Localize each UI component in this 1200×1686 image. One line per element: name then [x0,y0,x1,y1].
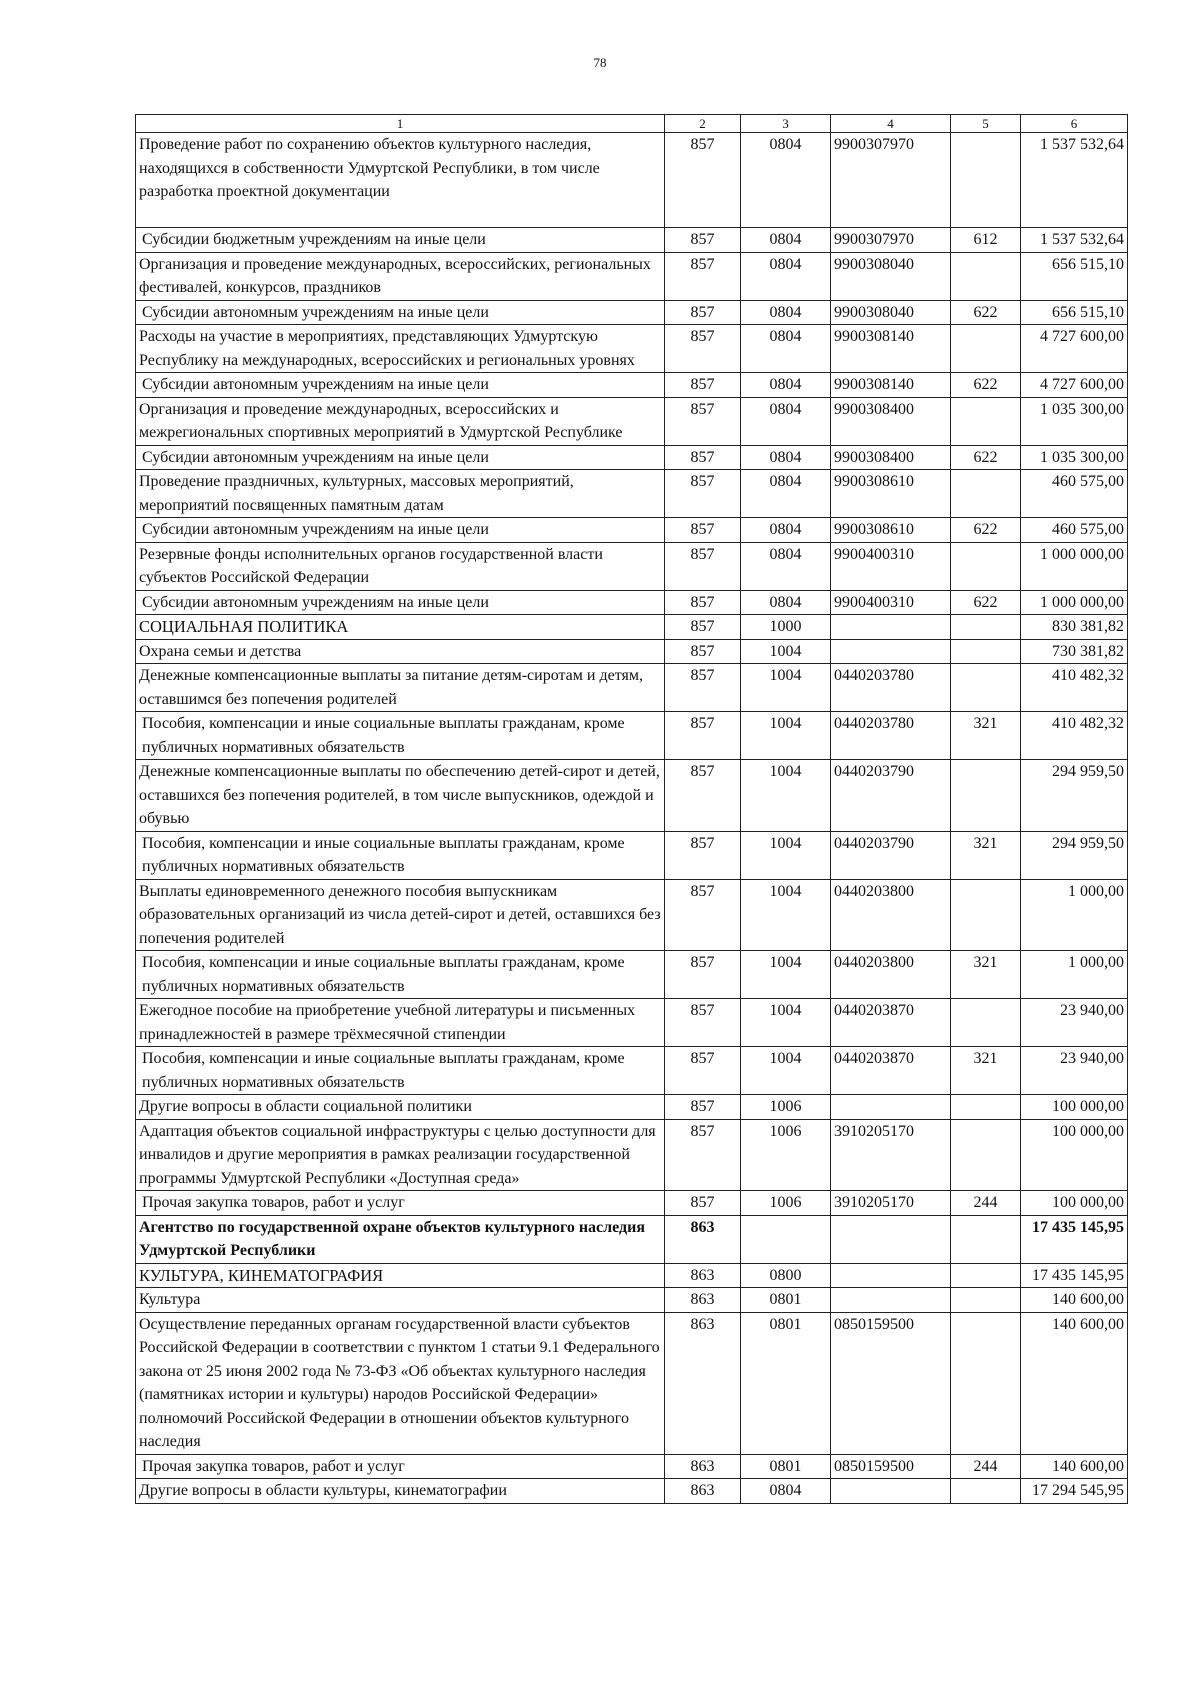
row-description: Адаптация объектов социальной инфраструктуры с целью доступности для инвалидов и другие мероприятия в рамках реализации государственной программы Удмуртской Республики «Доступная среда» [136,1119,665,1191]
row-amount: 1 035 300,00 [1021,397,1128,445]
row-section-code: 0804 [741,470,831,518]
table-row [136,1191,1128,1216]
row-amount: 656 515,10 [1021,300,1128,325]
row-expense-type [951,1479,1021,1504]
table-row [136,133,1128,228]
table-row [136,1215,1128,1263]
row-section-code: 0800 [741,1263,831,1288]
row-department-code: 857 [665,300,741,325]
row-section-code: 0804 [741,373,831,398]
row-description: Организация и проведение международных, всероссийских и межрегиональных спортивных мероприятий в Удмуртской Республике [136,397,665,445]
budget-table [135,114,1128,1504]
row-description: Выплаты единовременного денежного пособия выпускникам образовательных организаций из числа детей-сирот и детей, оставшихся без попечения родителей [136,879,665,951]
row-description: Культура [136,1288,665,1313]
row-section-code: 0804 [741,133,831,228]
row-target-article: 9900308040 [831,300,951,325]
row-description: Пособия, компенсации и иные социальные выплаты гражданам, кроме публичных нормативных обязательств [136,712,665,760]
row-department-code: 857 [665,1095,741,1120]
row-description: СОЦИАЛЬНАЯ ПОЛИТИКА [136,615,665,640]
row-department-code: 857 [665,615,741,640]
row-expense-type [951,1312,1021,1454]
row-amount: 1 537 532,64 [1021,228,1128,253]
row-description: Расходы на участие в мероприятиях, представляющих Удмуртскую Республику на международных, всероссийских и региональных уровнях [136,325,665,373]
row-section-code: 1004 [741,999,831,1047]
row-amount: 1 537 532,64 [1021,133,1128,228]
row-amount: 1 035 300,00 [1021,445,1128,470]
row-target-article [831,639,951,664]
row-target-article: 9900308400 [831,397,951,445]
row-department-code: 863 [665,1215,741,1263]
table-row [136,300,1128,325]
row-section-code: 0801 [741,1288,831,1313]
row-amount: 1 000 000,00 [1021,542,1128,590]
row-amount: 1 000,00 [1021,951,1128,999]
column-header-1: 1 [136,115,665,133]
table-row [136,1095,1128,1120]
row-amount: 1 000 000,00 [1021,590,1128,615]
row-description: Денежные компенсационные выплаты по обеспечению детей-сирот и детей, оставшихся без попечения родителей, в том числе выпускников, одеждой и обувью [136,760,665,832]
column-header-6: 6 [1021,115,1128,133]
row-expense-type [951,1263,1021,1288]
table-row [136,615,1128,640]
row-amount: 294 959,50 [1021,760,1128,832]
row-section-code: 1006 [741,1095,831,1120]
row-section-code: 1004 [741,664,831,712]
row-target-article: 9900400310 [831,590,951,615]
row-amount: 410 482,32 [1021,712,1128,760]
table-row [136,664,1128,712]
table-row [136,1119,1128,1191]
row-target-article [831,1095,951,1120]
row-section-code: 0804 [741,518,831,543]
row-department-code: 857 [665,133,741,228]
row-expense-type [951,470,1021,518]
row-expense-type [951,252,1021,300]
row-description: КУЛЬТУРА, КИНЕМАТОГРАФИЯ [136,1263,665,1288]
row-target-article: 9900308040 [831,252,951,300]
row-amount: 23 940,00 [1021,999,1128,1047]
row-description: Другие вопросы в области культуры, кинематографии [136,1479,665,1504]
row-section-code: 1004 [741,760,831,832]
column-header-row [136,115,1128,133]
table-row [136,397,1128,445]
row-amount: 23 940,00 [1021,1047,1128,1095]
row-department-code: 857 [665,999,741,1047]
table-row [136,1479,1128,1504]
row-target-article: 0440203870 [831,1047,951,1095]
row-expense-type [951,1215,1021,1263]
row-section-code: 1004 [741,879,831,951]
table-row [136,228,1128,253]
row-description: Субсидии бюджетным учреждениям на иные цели [136,228,665,253]
row-expense-type: 622 [951,300,1021,325]
row-department-code: 857 [665,397,741,445]
row-amount: 17 435 145,95 [1021,1263,1128,1288]
column-header-4: 4 [831,115,951,133]
row-department-code: 857 [665,879,741,951]
row-section-code: 1004 [741,831,831,879]
row-target-article: 3910205170 [831,1191,951,1216]
row-department-code: 863 [665,1288,741,1313]
row-expense-type [951,664,1021,712]
row-department-code: 857 [665,518,741,543]
row-description: Пособия, компенсации и иные социальные выплаты гражданам, кроме публичных нормативных обязательств [136,951,665,999]
row-target-article: 9900308140 [831,325,951,373]
row-section-code: 0804 [741,542,831,590]
table-row [136,831,1128,879]
row-section-code: 0804 [741,228,831,253]
row-amount: 4 727 600,00 [1021,325,1128,373]
row-department-code: 857 [665,1191,741,1216]
row-expense-type [951,999,1021,1047]
row-department-code: 863 [665,1263,741,1288]
row-amount: 140 600,00 [1021,1454,1128,1479]
row-target-article: 0440203780 [831,664,951,712]
table-row [136,542,1128,590]
row-section-code: 1006 [741,1191,831,1216]
row-expense-type [951,879,1021,951]
row-section-code: 0804 [741,252,831,300]
row-department-code: 857 [665,325,741,373]
row-amount: 17 435 145,95 [1021,1215,1128,1263]
row-target-article: 3910205170 [831,1119,951,1191]
row-department-code: 857 [665,639,741,664]
row-description: Резервные фонды исполнительных органов государственной власти субъектов Российской Федерации [136,542,665,590]
row-department-code: 857 [665,1047,741,1095]
row-expense-type [951,639,1021,664]
row-description: Агентство по государственной охране объектов культурного наследия Удмуртской Республики [136,1215,665,1263]
row-expense-type: 622 [951,373,1021,398]
row-expense-type [951,133,1021,228]
row-expense-type [951,325,1021,373]
row-section-code: 0804 [741,397,831,445]
table-row [136,999,1128,1047]
page-number: 78 [593,55,607,70]
row-expense-type: 321 [951,712,1021,760]
row-department-code: 863 [665,1454,741,1479]
row-amount: 140 600,00 [1021,1288,1128,1313]
row-department-code: 857 [665,373,741,398]
row-department-code: 863 [665,1312,741,1454]
row-description: Субсидии автономным учреждениям на иные цели [136,300,665,325]
row-amount: 100 000,00 [1021,1095,1128,1120]
row-target-article: 0440203870 [831,999,951,1047]
row-amount: 17 294 545,95 [1021,1479,1128,1504]
table-row [136,590,1128,615]
row-expense-type [951,542,1021,590]
row-description: Другие вопросы в области социальной политики [136,1095,665,1120]
row-expense-type: 622 [951,518,1021,543]
table-row [136,1047,1128,1095]
row-target-article: 9900400310 [831,542,951,590]
row-description: Пособия, компенсации и иные социальные выплаты гражданам, кроме публичных нормативных обязательств [136,1047,665,1095]
row-target-article: 9900308610 [831,518,951,543]
row-expense-type: 622 [951,445,1021,470]
row-section-code: 1000 [741,615,831,640]
row-description: Проведение праздничных, культурных, массовых мероприятий, мероприятий посвященных памятным датам [136,470,665,518]
table-row [136,1288,1128,1313]
row-target-article: 0850159500 [831,1312,951,1454]
row-expense-type: 321 [951,1047,1021,1095]
row-section-code: 1006 [741,1119,831,1191]
row-section-code: 0804 [741,1479,831,1504]
row-section-code [741,1215,831,1263]
row-section-code: 0804 [741,325,831,373]
row-section-code: 0801 [741,1312,831,1454]
table-row [136,470,1128,518]
row-expense-type [951,1288,1021,1313]
row-target-article: 9900308140 [831,373,951,398]
row-target-article: 0440203800 [831,879,951,951]
table-row [136,1454,1128,1479]
row-description: Прочая закупка товаров, работ и услуг [136,1454,665,1479]
row-target-article: 9900308610 [831,470,951,518]
row-section-code: 0804 [741,300,831,325]
table-row [136,639,1128,664]
row-description: Денежные компенсационные выплаты за питание детям-сиротам и детям, оставшимся без попечения родителей [136,664,665,712]
row-description: Ежегодное пособие на приобретение учебной литературы и письменных принадлежностей в размере трёхмесячной стипендии [136,999,665,1047]
row-target-article: 9900308400 [831,445,951,470]
row-description: Осуществление переданных органам государственной власти субъектов Российской Федерации в соответствии с пунктом 1 статьи 9.1 Федерального закона от 25 июня 2002 года № 73-ФЗ «Об объектах культурного наследия (памятниках истории и культуры) народов Российской Федерации» полномочий Российской Федерации в отношении объектов культурного наследия [136,1312,665,1454]
row-expense-type [951,1119,1021,1191]
row-description: Субсидии автономным учреждениям на иные цели [136,590,665,615]
row-expense-type: 612 [951,228,1021,253]
row-section-code: 1004 [741,639,831,664]
row-section-code: 0804 [741,590,831,615]
table-row [136,1312,1128,1454]
row-target-article: 0440203790 [831,831,951,879]
row-section-code: 0804 [741,445,831,470]
row-expense-type: 244 [951,1454,1021,1479]
row-department-code: 857 [665,831,741,879]
budget-table-body [136,115,1128,1504]
row-expense-type: 244 [951,1191,1021,1216]
row-target-article [831,1479,951,1504]
row-amount: 730 381,82 [1021,639,1128,664]
row-expense-type: 321 [951,951,1021,999]
column-header-5: 5 [951,115,1021,133]
row-amount: 656 515,10 [1021,252,1128,300]
row-department-code: 857 [665,590,741,615]
row-amount: 1 000,00 [1021,879,1128,951]
row-department-code: 857 [665,445,741,470]
row-amount: 410 482,32 [1021,664,1128,712]
row-section-code: 1004 [741,712,831,760]
row-amount: 294 959,50 [1021,831,1128,879]
row-department-code: 857 [665,760,741,832]
row-section-code: 1004 [741,951,831,999]
row-target-article [831,615,951,640]
row-department-code: 857 [665,664,741,712]
row-target-article [831,1263,951,1288]
row-description: Пособия, компенсации и иные социальные выплаты гражданам, кроме публичных нормативных обязательств [136,831,665,879]
row-amount: 140 600,00 [1021,1312,1128,1454]
row-department-code: 857 [665,470,741,518]
table-row [136,445,1128,470]
row-expense-type: 321 [951,831,1021,879]
row-department-code: 857 [665,228,741,253]
row-amount: 4 727 600,00 [1021,373,1128,398]
row-description: Организация и проведение международных, всероссийских, региональных фестивалей, конкурсов, праздников [136,252,665,300]
column-header-2: 2 [665,115,741,133]
table-row [136,518,1128,543]
row-department-code: 857 [665,712,741,760]
column-header-3: 3 [741,115,831,133]
row-description: Проведение работ по сохранению объектов культурного наследия, находящихся в собственности Удмуртской Республики, в том числе разработка проектной документации [136,133,665,228]
table-row [136,879,1128,951]
row-target-article: 0440203800 [831,951,951,999]
row-description: Прочая закупка товаров, работ и услуг [136,1191,665,1216]
row-department-code: 863 [665,1479,741,1504]
row-department-code: 857 [665,542,741,590]
table-row [136,1263,1128,1288]
row-amount: 830 381,82 [1021,615,1128,640]
row-amount: 460 575,00 [1021,470,1128,518]
row-amount: 100 000,00 [1021,1191,1128,1216]
row-description: Охрана семьи и детства [136,639,665,664]
table-row [136,760,1128,832]
row-description: Субсидии автономным учреждениям на иные цели [136,445,665,470]
row-expense-type [951,760,1021,832]
table-row [136,373,1128,398]
table-row [136,951,1128,999]
row-target-article: 9900307970 [831,133,951,228]
row-department-code: 857 [665,951,741,999]
row-department-code: 857 [665,1119,741,1191]
row-description: Субсидии автономным учреждениям на иные цели [136,373,665,398]
row-section-code: 0801 [741,1454,831,1479]
row-expense-type [951,1095,1021,1120]
row-section-code: 1004 [741,1047,831,1095]
row-expense-type: 622 [951,590,1021,615]
table-row [136,325,1128,373]
row-target-article [831,1288,951,1313]
table-row [136,712,1128,760]
row-target-article: 0850159500 [831,1454,951,1479]
row-expense-type [951,397,1021,445]
row-target-article: 9900307970 [831,228,951,253]
row-expense-type [951,615,1021,640]
row-description: Субсидии автономным учреждениям на иные цели [136,518,665,543]
row-target-article: 0440203780 [831,712,951,760]
row-target-article: 0440203790 [831,760,951,832]
row-amount: 100 000,00 [1021,1119,1128,1191]
row-amount: 460 575,00 [1021,518,1128,543]
table-row [136,252,1128,300]
row-target-article [831,1215,951,1263]
row-department-code: 857 [665,252,741,300]
